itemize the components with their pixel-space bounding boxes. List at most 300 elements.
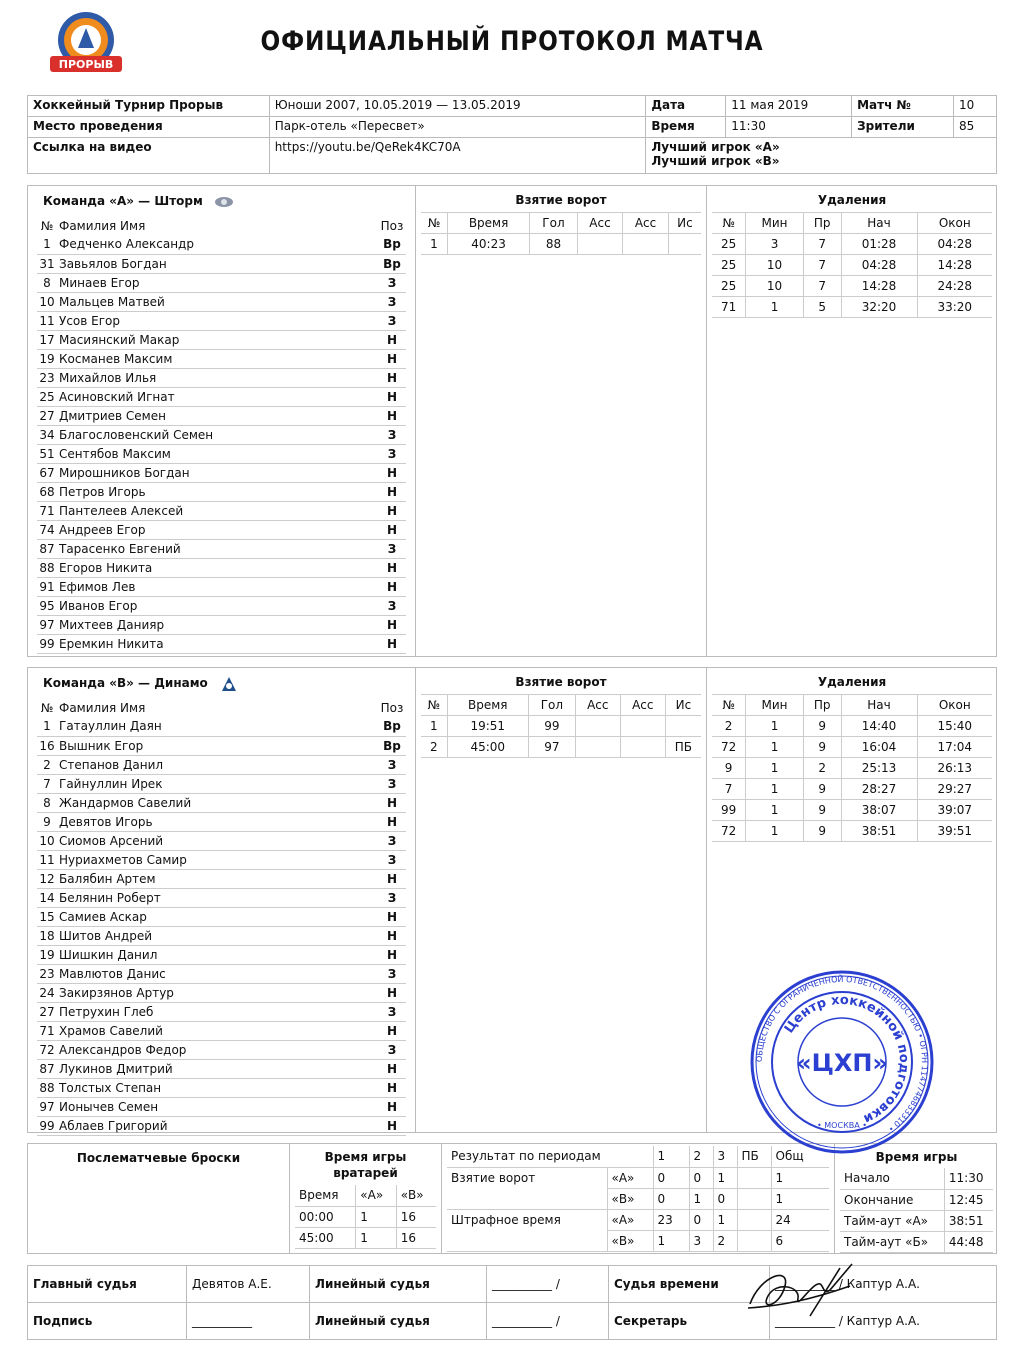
- video-label: Ссылка на видео: [28, 138, 270, 174]
- shootouts-box: [28, 1144, 290, 1253]
- penalty-cell: 7: [803, 234, 841, 255]
- goal-cell: [620, 716, 665, 737]
- player-name: Иванов Егор: [57, 596, 378, 615]
- player-number: 11: [37, 850, 57, 869]
- player-number: 9: [37, 812, 57, 831]
- stamp-city-text: • МОСКВА •: [817, 1121, 867, 1130]
- penalty-cell: 26:13: [917, 758, 992, 779]
- time-label: Время: [646, 117, 726, 138]
- player-position: Н: [378, 349, 406, 368]
- page-title: ОФИЦИАЛЬНЫЙ ПРОТОКОЛ МАТЧА: [260, 26, 764, 57]
- player-number: 99: [37, 634, 57, 653]
- time-value: 11:30: [726, 117, 852, 138]
- player-row: [37, 368, 406, 387]
- player-row: [37, 235, 406, 254]
- player-position: З: [378, 444, 406, 463]
- penalty-cell: 1: [746, 297, 804, 318]
- goal-cell: [575, 716, 620, 737]
- goal-header-cell: №: [421, 695, 447, 716]
- tournament-label: Хоккейный Турнир Прорыв: [28, 96, 270, 117]
- player-number: 91: [37, 577, 57, 596]
- penalty-cell: 1: [746, 737, 804, 758]
- player-row: [37, 755, 406, 774]
- periods-team-a: «А»: [607, 1209, 653, 1230]
- player-name: Тарасенко Евгений: [57, 539, 378, 558]
- player-position: Н: [378, 1059, 406, 1078]
- penalty-cell: 04:28: [917, 234, 992, 255]
- penalty-cell: 9: [803, 737, 841, 758]
- goals-b-total: 1: [771, 1188, 829, 1209]
- goal-header-cell: Асс: [575, 695, 620, 716]
- venue-label: Место проведения: [28, 117, 270, 138]
- linesman-1-label: Линейный судья: [310, 1266, 487, 1303]
- penalty-cell: 99: [712, 800, 746, 821]
- player-row: [37, 850, 406, 869]
- linesman-1-value: __________ /: [487, 1266, 609, 1303]
- player-position: Н: [378, 520, 406, 539]
- player-position: Н: [378, 368, 406, 387]
- penalty-cell: 7: [712, 779, 746, 800]
- secretary-value: __________ / Каптур А.А.: [770, 1303, 997, 1340]
- team-b-title: Команда «В» — Динамо: [43, 676, 208, 690]
- player-position: Н: [378, 406, 406, 425]
- pen-a-ps: [737, 1209, 771, 1230]
- date-value: 11 мая 2019: [726, 96, 852, 117]
- player-name: Егоров Никита: [57, 558, 378, 577]
- goal-header-cell: Асс: [577, 213, 623, 234]
- penalty-cell: 5: [803, 297, 841, 318]
- head-referee-value: Девятов А.Е.: [187, 1266, 310, 1303]
- goal-header-row: [421, 695, 701, 716]
- team-a-penalties: [707, 186, 997, 656]
- pen-a-p2: 0: [689, 1209, 713, 1230]
- goal-header-cell: Ис: [668, 213, 701, 234]
- player-name: Храмов Савелий: [57, 1021, 378, 1040]
- penalty-cell: 04:28: [841, 255, 917, 276]
- player-position: Н: [378, 1021, 406, 1040]
- stamp-inner-text: Центр хоккейной подготовки: [781, 992, 912, 1127]
- player-name: Сиомов Арсений: [57, 831, 378, 850]
- player-number: 67: [37, 463, 57, 482]
- team-b-goals-table: [421, 694, 701, 758]
- player-row: [37, 1040, 406, 1059]
- penalty-cell: 28:27: [841, 779, 917, 800]
- player-name: Федченко Александр: [57, 235, 378, 254]
- player-row: [37, 615, 406, 634]
- game-time-cell: 11:30: [944, 1168, 993, 1189]
- goals-a-p1: 0: [653, 1167, 689, 1188]
- team-b-logo-icon: [218, 676, 240, 692]
- goalie-time-header-cell: «А»: [356, 1185, 396, 1206]
- penalty-cell: 39:07: [917, 800, 992, 821]
- player-name: Александров Федор: [57, 1040, 378, 1059]
- penalty-cell: 1: [746, 800, 804, 821]
- player-number: 72: [37, 1040, 57, 1059]
- player-position: Н: [378, 907, 406, 926]
- game-time-cell: Тайм-аут «А»: [840, 1210, 944, 1231]
- penalty-cell: 3: [746, 234, 804, 255]
- player-number: 27: [37, 1002, 57, 1021]
- penalty-cell: 7: [803, 255, 841, 276]
- player-row: [37, 1059, 406, 1078]
- player-number: 23: [37, 964, 57, 983]
- player-row: [37, 774, 406, 793]
- player-position: З: [378, 964, 406, 983]
- penalty-header-cell: Нач: [841, 213, 917, 234]
- player-position: Н: [378, 812, 406, 831]
- periods-table: [447, 1146, 829, 1252]
- goals-a-p2: 0: [689, 1167, 713, 1188]
- player-row: [37, 349, 406, 368]
- player-position: Н: [378, 1078, 406, 1097]
- player-name: Балябин Артем: [57, 869, 378, 888]
- player-row: [37, 463, 406, 482]
- team-a-goals-title: Взятие ворот: [515, 193, 607, 207]
- roster-header-row: [37, 216, 406, 235]
- player-number: 16: [37, 736, 57, 755]
- goal-header-row: [421, 213, 701, 234]
- goals-a-total: 1: [771, 1167, 829, 1188]
- penalty-cell: 01:28: [841, 234, 917, 255]
- goalie-time-cell: 45:00: [295, 1227, 356, 1248]
- player-position: Н: [378, 387, 406, 406]
- secretary-label: Секретарь: [609, 1303, 770, 1340]
- penalty-cell: 14:28: [841, 276, 917, 297]
- player-name: Девятов Игорь: [57, 812, 378, 831]
- head-referee-label: Главный судья: [28, 1266, 187, 1303]
- penalty-cell: 25: [712, 234, 746, 255]
- penalty-cell: 2: [712, 716, 746, 737]
- penalty-header-cell: №: [712, 695, 746, 716]
- player-position: Н: [378, 1116, 406, 1135]
- player-number: 88: [37, 558, 57, 577]
- goalie-time-table: [295, 1185, 436, 1249]
- penalty-row: [712, 297, 992, 318]
- player-name: Петров Игорь: [57, 482, 378, 501]
- period-1-header: 1: [653, 1146, 689, 1167]
- player-number: 95: [37, 596, 57, 615]
- penalty-cell: 38:07: [841, 800, 917, 821]
- penalty-header-cell: Окон: [917, 695, 992, 716]
- penalty-row: [712, 716, 992, 737]
- penalty-cell: 1: [746, 779, 804, 800]
- player-name: Еремкин Никита: [57, 634, 378, 653]
- goals-a-p3: 1: [713, 1167, 737, 1188]
- game-time-box: [835, 1144, 998, 1253]
- game-time-row: [840, 1168, 993, 1189]
- player-number: 71: [37, 501, 57, 520]
- penalty-row: [712, 737, 992, 758]
- goal-cell: [575, 737, 620, 758]
- player-position: З: [378, 311, 406, 330]
- player-row: [37, 812, 406, 831]
- team-b-goals-title: Взятие ворот: [515, 675, 607, 689]
- goalie-time-header-cell: «В»: [396, 1185, 436, 1206]
- player-position: Н: [378, 983, 406, 1002]
- player-position: З: [378, 755, 406, 774]
- team-a-goals-table: [421, 212, 701, 255]
- team-b-goals: [416, 668, 707, 1132]
- roster-header-num: №: [40, 218, 54, 233]
- player-position: Н: [378, 634, 406, 653]
- player-number: 18: [37, 926, 57, 945]
- game-time-cell: Начало: [840, 1168, 944, 1189]
- goalie-time-box: [290, 1144, 442, 1253]
- player-position: Н: [378, 463, 406, 482]
- player-name: Закирзянов Артур: [57, 983, 378, 1002]
- player-row: [37, 1021, 406, 1040]
- periods-team-b: «В»: [607, 1188, 653, 1209]
- player-row: [37, 736, 406, 755]
- game-time-table: [840, 1168, 993, 1253]
- penalty-header-cell: Пр: [803, 695, 841, 716]
- player-row: [37, 983, 406, 1002]
- periods-team-b: «В»: [607, 1230, 653, 1251]
- player-number: 87: [37, 539, 57, 558]
- player-position: З: [378, 1002, 406, 1021]
- player-number: 51: [37, 444, 57, 463]
- goalie-time-header-cell: Время: [295, 1185, 356, 1206]
- game-time-row: [840, 1189, 993, 1210]
- player-name: Усов Егор: [57, 311, 378, 330]
- player-number: 99: [37, 1116, 57, 1135]
- player-name: Ефимов Лев: [57, 577, 378, 596]
- penalty-row: [712, 255, 992, 276]
- player-number: 1: [37, 717, 57, 736]
- player-number: 68: [37, 482, 57, 501]
- player-row: [37, 444, 406, 463]
- team-a-section: [27, 185, 997, 657]
- team-b-roster-table: [37, 698, 406, 1136]
- team-a-title: Команда «А» — Шторм: [43, 194, 203, 208]
- player-position: Н: [378, 482, 406, 501]
- periods-penalty-label: Штрафное время: [447, 1209, 607, 1251]
- player-name: Петрухин Глеб: [57, 1002, 378, 1021]
- player-number: 1: [37, 235, 57, 254]
- player-name: Жандармов Савелий: [57, 793, 378, 812]
- match-info-table: [27, 95, 997, 174]
- player-row: [37, 1078, 406, 1097]
- player-name: Аблаев Григорий: [57, 1116, 378, 1135]
- penalty-header-row: [712, 695, 992, 716]
- timekeeper-value: __________ / Каптур А.А.: [770, 1266, 997, 1303]
- goal-header-cell: Асс: [623, 213, 669, 234]
- player-name: Белянин Роберт: [57, 888, 378, 907]
- player-number: 2: [37, 755, 57, 774]
- periods-title: Результат по периодам: [447, 1146, 653, 1167]
- player-row: [37, 888, 406, 907]
- player-position: З: [378, 539, 406, 558]
- player-row: [37, 520, 406, 539]
- player-row: [37, 907, 406, 926]
- pen-b-p2: 3: [689, 1230, 713, 1251]
- penalty-cell: 2: [803, 758, 841, 779]
- stamp-outer-text: ОБЩЕСТВО С ОГРАНИЧЕННОЙ ОТВЕТСТВЕННОСТЬЮ • ОГРН 1147746833310 •: [754, 974, 930, 1134]
- linesman-2-value: __________ /: [487, 1303, 609, 1340]
- player-name: Нуриахметов Самир: [57, 850, 378, 869]
- player-number: 74: [37, 520, 57, 539]
- goal-row: [421, 737, 701, 758]
- player-position: З: [378, 596, 406, 615]
- video-link[interactable]: https://youtu.be/QeRek4KC70A: [269, 138, 646, 174]
- player-name: Асиновский Игнат: [57, 387, 378, 406]
- player-name: Масиянский Макар: [57, 330, 378, 349]
- goalie-time-header-row: [295, 1185, 436, 1206]
- goal-header-cell: №: [421, 213, 447, 234]
- team-a-penalties-title: Удаления: [817, 193, 887, 207]
- player-name: Сентябов Максим: [57, 444, 378, 463]
- tournament-value: Юноши 2007, 10.05.2019 — 13.05.2019: [269, 96, 646, 117]
- player-row: [37, 539, 406, 558]
- goal-cell: [577, 234, 623, 255]
- player-row: [37, 406, 406, 425]
- roster-header-name: Фамилия Имя: [59, 218, 146, 233]
- penalty-cell: 38:51: [841, 821, 917, 842]
- penalty-cell: 15:40: [917, 716, 992, 737]
- goal-header-cell: Ис: [665, 695, 701, 716]
- player-row: [37, 254, 406, 273]
- goalie-time-row: [295, 1227, 436, 1248]
- periods-team-a: «А»: [607, 1167, 653, 1188]
- penalty-cell: 39:51: [917, 821, 992, 842]
- best-player-a-label: Лучший игрок «А»: [651, 140, 780, 154]
- penalty-header-cell: Пр: [803, 213, 841, 234]
- penalty-header-cell: №: [712, 213, 746, 234]
- period-shootout-header: ПБ: [737, 1146, 771, 1167]
- team-a-roster-table: [37, 216, 406, 654]
- pen-b-p3: 2: [713, 1230, 737, 1251]
- penalty-cell: 10: [746, 276, 804, 297]
- penalty-cell: 25: [712, 255, 746, 276]
- team-a-penalties-table: [712, 212, 992, 318]
- goal-header-cell: Гол: [528, 695, 575, 716]
- penalty-row: [712, 276, 992, 297]
- penalty-cell: 14:40: [841, 716, 917, 737]
- player-number: 97: [37, 615, 57, 634]
- player-row: [37, 831, 406, 850]
- penalty-cell: 71: [712, 297, 746, 318]
- player-row: [37, 964, 406, 983]
- player-row: [37, 501, 406, 520]
- player-position: З: [378, 273, 406, 292]
- period-3-header: 3: [713, 1146, 737, 1167]
- player-number: 12: [37, 869, 57, 888]
- roster-header-pos: Поз: [380, 700, 404, 715]
- player-number: 97: [37, 1097, 57, 1116]
- penalty-header-cell: Мин: [746, 213, 804, 234]
- best-player-b-label: Лучший игрок «В»: [651, 154, 780, 168]
- penalty-cell: 9: [803, 800, 841, 821]
- player-row: [37, 292, 406, 311]
- player-row: [37, 1097, 406, 1116]
- penalty-cell: 72: [712, 821, 746, 842]
- game-time-cell: Окончание: [840, 1189, 944, 1210]
- spectators-label: Зрители: [852, 117, 954, 138]
- player-row: [37, 793, 406, 812]
- goal-cell: [668, 234, 701, 255]
- player-name: Андреев Егор: [57, 520, 378, 539]
- date-label: Дата: [646, 96, 726, 117]
- best-players-cell: [646, 138, 997, 174]
- player-position: Вр: [378, 235, 406, 254]
- player-name: Косманев Максим: [57, 349, 378, 368]
- player-name: Дмитриев Семен: [57, 406, 378, 425]
- player-position: Н: [378, 1097, 406, 1116]
- penalty-cell: 14:28: [917, 255, 992, 276]
- penalty-header-cell: Окон: [917, 213, 992, 234]
- linesman-2-label: Линейный судья: [310, 1303, 487, 1340]
- player-position: Н: [378, 558, 406, 577]
- goal-header-cell: Время: [447, 213, 529, 234]
- game-time-row: [840, 1231, 993, 1252]
- goal-header-cell: Гол: [530, 213, 577, 234]
- player-name: Михайлов Илья: [57, 368, 378, 387]
- goal-header-cell: Время: [447, 695, 528, 716]
- team-a-roster: [28, 186, 416, 656]
- player-number: 34: [37, 425, 57, 444]
- player-number: 19: [37, 349, 57, 368]
- venue-value: Парк-отель «Пересвет»: [269, 117, 646, 138]
- goal-cell: [623, 234, 669, 255]
- player-row: [37, 425, 406, 444]
- player-name: Михтеев Данияр: [57, 615, 378, 634]
- player-position: Н: [378, 793, 406, 812]
- player-number: 88: [37, 1078, 57, 1097]
- goal-cell: 1: [421, 716, 447, 737]
- pen-b-ps: [737, 1230, 771, 1251]
- goal-cell: 88: [530, 234, 577, 255]
- penalty-cell: 72: [712, 737, 746, 758]
- player-number: 8: [37, 273, 57, 292]
- player-row: [37, 945, 406, 964]
- player-number: 19: [37, 945, 57, 964]
- goal-row: [421, 234, 701, 255]
- player-name: Благословенский Семен: [57, 425, 378, 444]
- goalie-time-cell: 00:00: [295, 1206, 356, 1227]
- pen-b-total: 6: [771, 1230, 829, 1251]
- roster-header-num: №: [40, 700, 54, 715]
- player-name: Мальцев Матвей: [57, 292, 378, 311]
- penalty-cell: 9: [803, 779, 841, 800]
- player-name: Минаев Егор: [57, 273, 378, 292]
- team-b-roster: [28, 668, 416, 1132]
- goalie-time-cell: 1: [356, 1206, 396, 1227]
- player-number: 11: [37, 311, 57, 330]
- player-number: 17: [37, 330, 57, 349]
- svg-text:ПРОРЫВ: ПРОРЫВ: [58, 58, 114, 71]
- player-row: [37, 387, 406, 406]
- penalty-cell: 24:28: [917, 276, 992, 297]
- period-total-header: Общ: [771, 1146, 829, 1167]
- player-number: 7: [37, 774, 57, 793]
- penalty-row: [712, 800, 992, 821]
- goalie-time-row: [295, 1206, 436, 1227]
- player-row: [37, 1002, 406, 1021]
- official-stamp: [748, 968, 936, 1156]
- goalie-time-cell: 16: [396, 1206, 436, 1227]
- pen-a-p1: 23: [653, 1209, 689, 1230]
- goalie-time-cell: 16: [396, 1227, 436, 1248]
- pen-a-total: 24: [771, 1209, 829, 1230]
- handwritten-signature: [740, 1256, 860, 1326]
- match-summary: [27, 1143, 997, 1254]
- stamp-center-text: «ЦХП»: [796, 1049, 888, 1077]
- player-row: [37, 634, 406, 653]
- penalty-cell: 1: [746, 758, 804, 779]
- pen-b-p1: 1: [653, 1230, 689, 1251]
- player-name: Гатауллин Даян: [57, 717, 378, 736]
- player-name: Толстых Степан: [57, 1078, 378, 1097]
